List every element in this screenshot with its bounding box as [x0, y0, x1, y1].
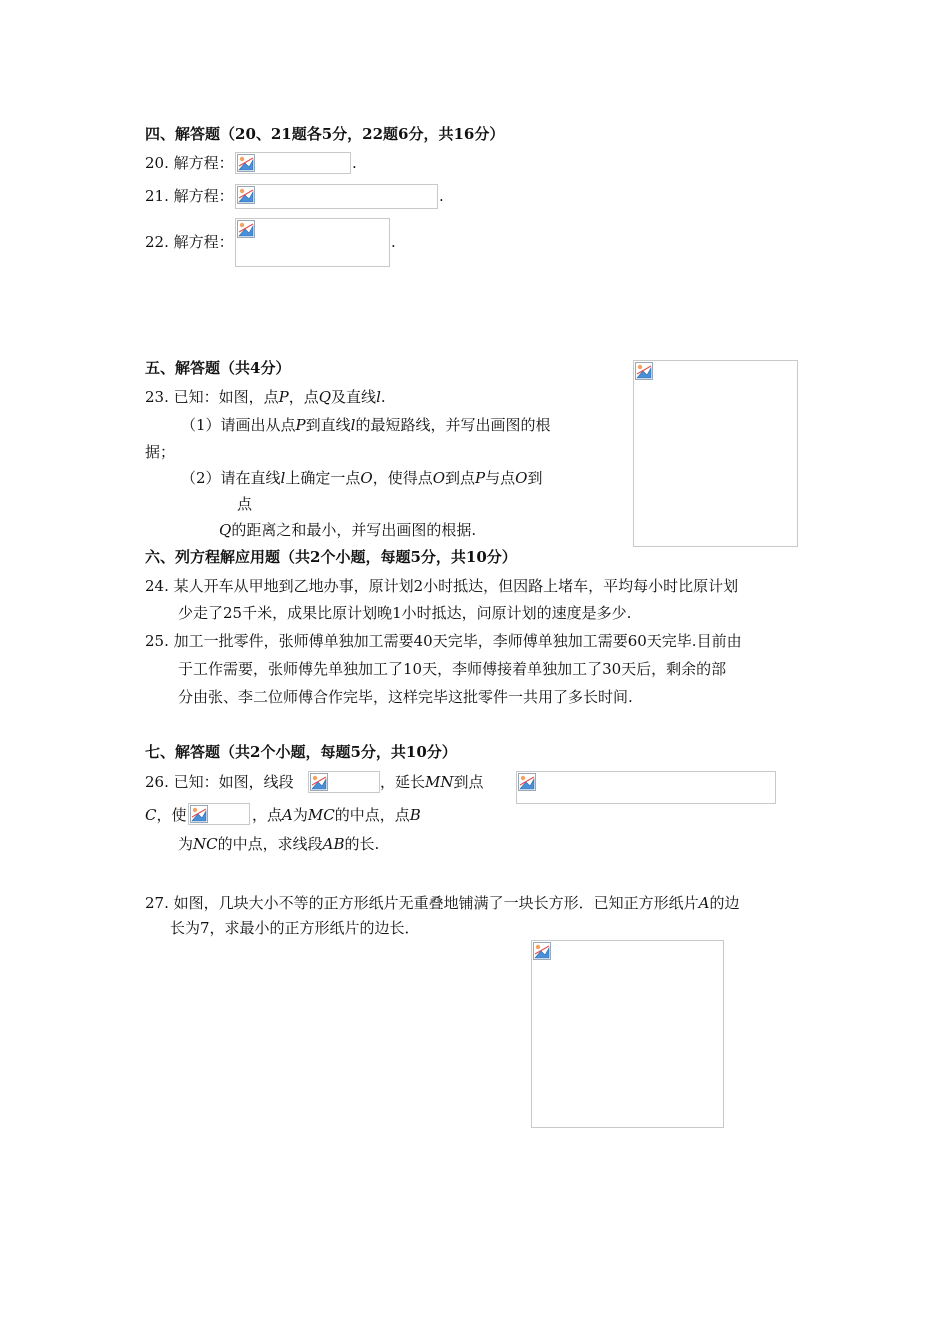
broken-image-icon: [518, 773, 536, 791]
q25-line3: 分由张、李二位师傅合作完毕，这样完毕这批零件一共用了多长时间.: [178, 688, 633, 706]
q23-figure-image: [633, 360, 798, 547]
broken-image-icon: [237, 220, 255, 238]
broken-image-icon: [310, 773, 328, 791]
q21-label: 21. 解方程：: [145, 187, 234, 205]
q27-figure-image: [531, 940, 724, 1128]
q22-label: 22. 解方程：: [145, 233, 234, 251]
q23-sub1: （1）请画出从点P到直线l的最短路线，并写出画图的根: [181, 416, 551, 434]
q22-period: .: [391, 233, 396, 251]
broken-image-icon: [533, 942, 551, 960]
q23-sub1-cont: 据；: [145, 443, 176, 461]
q26-condition-image: [188, 803, 250, 825]
section-7-title: 七、解答题（共2个小题，每题5分，共10分）: [145, 743, 457, 761]
q26-segment-image: [308, 771, 380, 793]
q26-line3: 为NC的中点，求线段AB的长.: [178, 835, 380, 853]
section-6-title: 六、列方程解应用题（共2个小题，每题5分，共10分）: [145, 548, 517, 566]
broken-image-icon: [190, 805, 208, 823]
q20-label: 20. 解方程：: [145, 154, 234, 172]
q23-line1: 23. 已知：如图，点P，点Q及直线l.: [145, 388, 386, 406]
q26-line1-a: 26. 已知：如图，线段: [145, 773, 294, 791]
q26-line1-b: ，延长MN到点: [380, 773, 484, 791]
q20-equation-image: [235, 152, 351, 174]
q25-line2: 于工作需要，张师傅先单独加工了10天，李师傅接着单独加工了30天后，剩余的部: [178, 660, 727, 678]
q21-period: .: [439, 187, 444, 205]
q26-line2-a: C，使: [145, 806, 187, 824]
q22-equation-image: [235, 218, 390, 267]
q23-sub2: （2）请在直线l上确定一点O，使得点O到点P与点O到: [181, 469, 543, 487]
q26-figure-image: [516, 771, 776, 804]
broken-image-icon: [237, 186, 255, 204]
q21-equation-image: [235, 184, 438, 209]
section-4-title: 四、解答题（20、21题各5分，22题6分，共16分）: [145, 125, 505, 143]
q20-period: .: [352, 154, 357, 172]
q24-line2: 少走了25千米，成果比原计划晚1小时抵达，问原计划的速度是多少.: [178, 604, 632, 622]
q23-sub2-cont: 点: [237, 495, 253, 513]
q25-line1: 25. 加工一批零件，张师傅单独加工需要40天完毕，李师傅单独加工需要60天完毕.目前由: [145, 632, 742, 650]
q27-line2: 长为7，求最小的正方形纸片的边长．: [170, 919, 420, 937]
broken-image-icon: [635, 362, 653, 380]
q27-line1: 27. 如图，几块大小不等的正方形纸片无重叠地铺满了一块长方形．已知正方形纸片A的边: [145, 894, 740, 912]
q26-line2-b: ，点A为MC的中点，点B: [252, 806, 421, 824]
q23-sub2-line3: Q的距离之和最小，并写出画图的根据.: [219, 521, 477, 539]
section-5-title: 五、解答题（共4分）: [145, 359, 291, 377]
broken-image-icon: [237, 154, 255, 172]
q24-line1: 24. 某人开车从甲地到乙地办事，原计划2小时抵达，但因路上堵车，平均每小时比原计划: [145, 577, 739, 595]
